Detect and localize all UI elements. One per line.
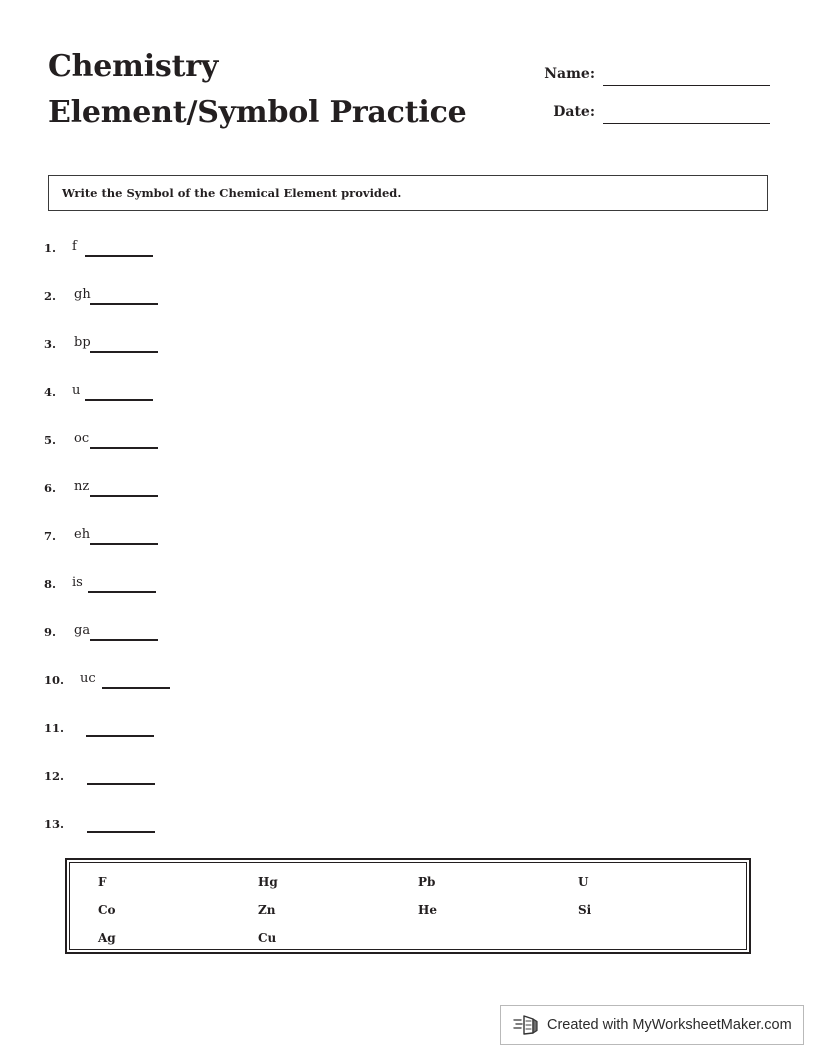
question-row [44,764,464,812]
question-row [44,668,464,716]
answer-blank[interactable] [87,831,155,833]
question-number: 8. [44,577,57,591]
footer-text: Created with MyWorksheetMaker.com [547,1017,792,1033]
question-number: 10. [44,673,65,687]
word-bank-inner-border [69,862,747,950]
question-number: 11. [44,721,65,735]
word-bank [65,858,751,954]
question-term: uc [80,671,96,686]
question-row [44,716,464,764]
question-number: 13. [44,817,65,831]
word-bank-item[interactable]: Pb [418,875,436,889]
instruction-text: Write the Symbol of the Chemical Element provided. [62,186,402,200]
date-field-label: Date: [553,104,595,120]
question-number: 3. [44,337,57,351]
answer-blank[interactable] [90,303,158,305]
question-number: 2. [44,289,57,303]
name-field-row [500,48,770,86]
question-term: ga [74,623,91,638]
answer-blank[interactable] [85,399,153,401]
question-term: u [72,383,81,398]
name-field-label: Name: [544,66,595,82]
question-term: gh [74,287,91,302]
answer-blank[interactable] [90,447,158,449]
page-title: Chemistry Element/Symbol Practice [48,49,467,130]
question-term: is [72,575,83,590]
word-bank-row [70,875,746,903]
date-field-row [500,86,770,124]
word-bank-item[interactable]: Si [578,903,592,917]
answer-blank[interactable] [86,735,154,737]
question-row [44,572,464,620]
question-number: 1. [44,241,57,255]
word-bank-item[interactable]: U [578,875,589,889]
question-row [44,380,464,428]
question-row [44,524,464,572]
worksheet-maker-logo-icon [513,1013,539,1037]
name-date-block [500,48,770,124]
answer-blank[interactable] [90,351,158,353]
footer-badge[interactable] [500,1005,804,1045]
word-bank-item[interactable]: Hg [258,875,278,889]
question-row [44,812,464,860]
question-number: 12. [44,769,65,783]
answer-blank[interactable] [87,783,155,785]
question-number: 9. [44,625,57,639]
question-term: nz [74,479,90,494]
question-number: 4. [44,385,57,399]
answer-blank[interactable] [88,591,156,593]
answer-blank[interactable] [90,543,158,545]
answer-blank[interactable] [90,639,158,641]
question-row [44,236,464,284]
word-bank-item[interactable]: Co [98,903,116,917]
word-bank-item[interactable]: F [98,875,107,889]
question-row [44,428,464,476]
worksheet-header [0,0,816,150]
word-bank-row [70,903,746,931]
question-term: oc [74,431,90,446]
word-bank-item[interactable]: Ag [98,931,116,945]
question-row [44,476,464,524]
question-number: 6. [44,481,57,495]
word-bank-item[interactable]: He [418,903,437,917]
answer-blank[interactable] [85,255,153,257]
question-term: eh [74,527,91,542]
word-bank-item[interactable]: Cu [258,931,277,945]
question-row [44,620,464,668]
question-row [44,284,464,332]
question-row [44,332,464,380]
question-term: f [72,239,77,254]
word-bank-row [70,931,746,959]
answer-blank[interactable] [102,687,170,689]
name-field-input[interactable] [603,63,770,86]
date-field-input[interactable] [603,101,770,124]
question-term: bp [74,335,91,350]
question-list [44,236,464,860]
word-bank-item[interactable]: Zn [258,903,276,917]
question-number: 7. [44,529,57,543]
question-number: 5. [44,433,57,447]
answer-blank[interactable] [90,495,158,497]
instruction-box [48,175,768,211]
